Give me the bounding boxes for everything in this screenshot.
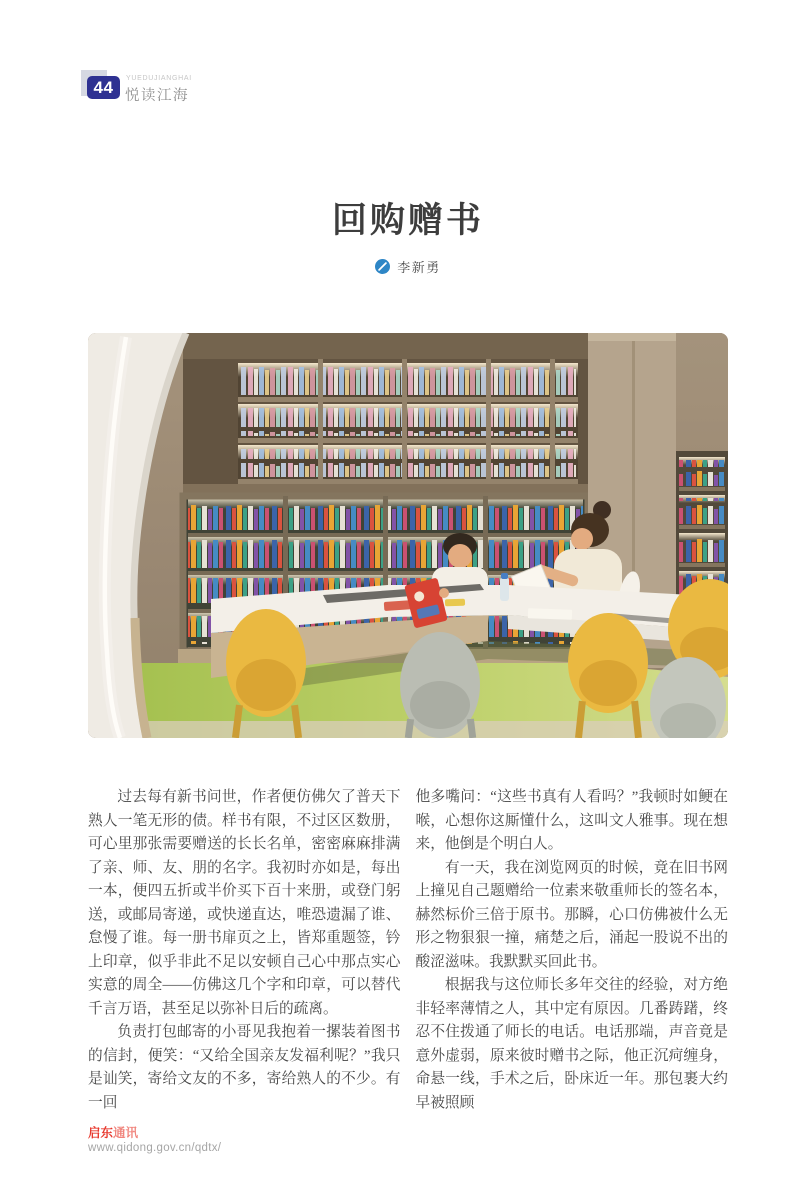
paragraph: 过去每有新书问世，作者便仿佛欠了普天下熟人一笔无形的债。样书有限，不过区区数册，可心里那张需要赠送的长长名单，密密麻麻排满了亲、师、友、朋的名字。我初时亦如是，每出一本，便四五折或半价买下百十来册，或登门躬送，或邮局寄递，或快递直达，唯恐遗漏了谁、怠慢了谁。每一册书扉页之上，皆郑重题签，钤上印章，似乎非此不足以安顿自己心中那点实心实意的周全——仿佛这几个字和印章，可以替代千言万语，甚至足以弥补日后的疏离。 bbox=[88, 789, 401, 1017]
author-name: 李新勇 bbox=[397, 260, 441, 275]
publication-url: www.qidong.gov.cn/qdtx/ bbox=[88, 1142, 222, 1154]
publication-name-bold: 启东 bbox=[88, 1126, 114, 1140]
article-title: 回购赠书 bbox=[331, 201, 484, 240]
paragraph: 根据我与这位师长多年交往的经验，对方绝非轻率薄情之人，其中定有原因。几番踌躇，终忍不住拨通了师长的电话。电话那端，声音竟是意外虚弱，原来彼时赠书之际，他正沉疴缠身，命悬一线，手术之后，卧床近一年。那包裹大约早被照顾 bbox=[415, 977, 728, 1111]
masthead-en: YUEDUJIANGHAI bbox=[126, 75, 192, 82]
paragraph: 他多嘴问：“这些书真有人看吗？”我顿时如鲠在喉，心想你这厮懂什么，这叫文人雅事。现在想来，他倒是个明白人。 bbox=[415, 789, 728, 852]
page-footer bbox=[88, 1126, 221, 1154]
text-column-right bbox=[416, 786, 729, 1116]
publication-name bbox=[88, 1126, 221, 1140]
paragraph: 负责打包邮寄的小哥见我抱着一摞装着图书的信封，便笑：“又给全国亲友发福利呢？”我只是讪笑，寄给文友的不多，寄给熟人的不少。有一回 bbox=[88, 1024, 401, 1111]
pen-icon bbox=[375, 259, 390, 274]
page-number-badge: 44 bbox=[87, 76, 120, 99]
paragraph: 有一天，我在浏览网页的时候，竟在旧书网上撞见自己题赠给一位素来敬重师长的签名本，赫然标价三倍于原书。那瞬，心口仿佛被什么无形之物狠狠一撞，痛楚之后，涌起一股说不出的酸涩滋味。我默默买回此书。 bbox=[415, 859, 728, 970]
publication-name-light: 通讯 bbox=[113, 1126, 139, 1140]
library-photo bbox=[88, 333, 728, 738]
masthead-cn: 悦读江海 bbox=[125, 88, 189, 104]
text-column-left bbox=[88, 786, 401, 1116]
byline bbox=[88, 257, 728, 276]
article-body bbox=[88, 786, 728, 1116]
